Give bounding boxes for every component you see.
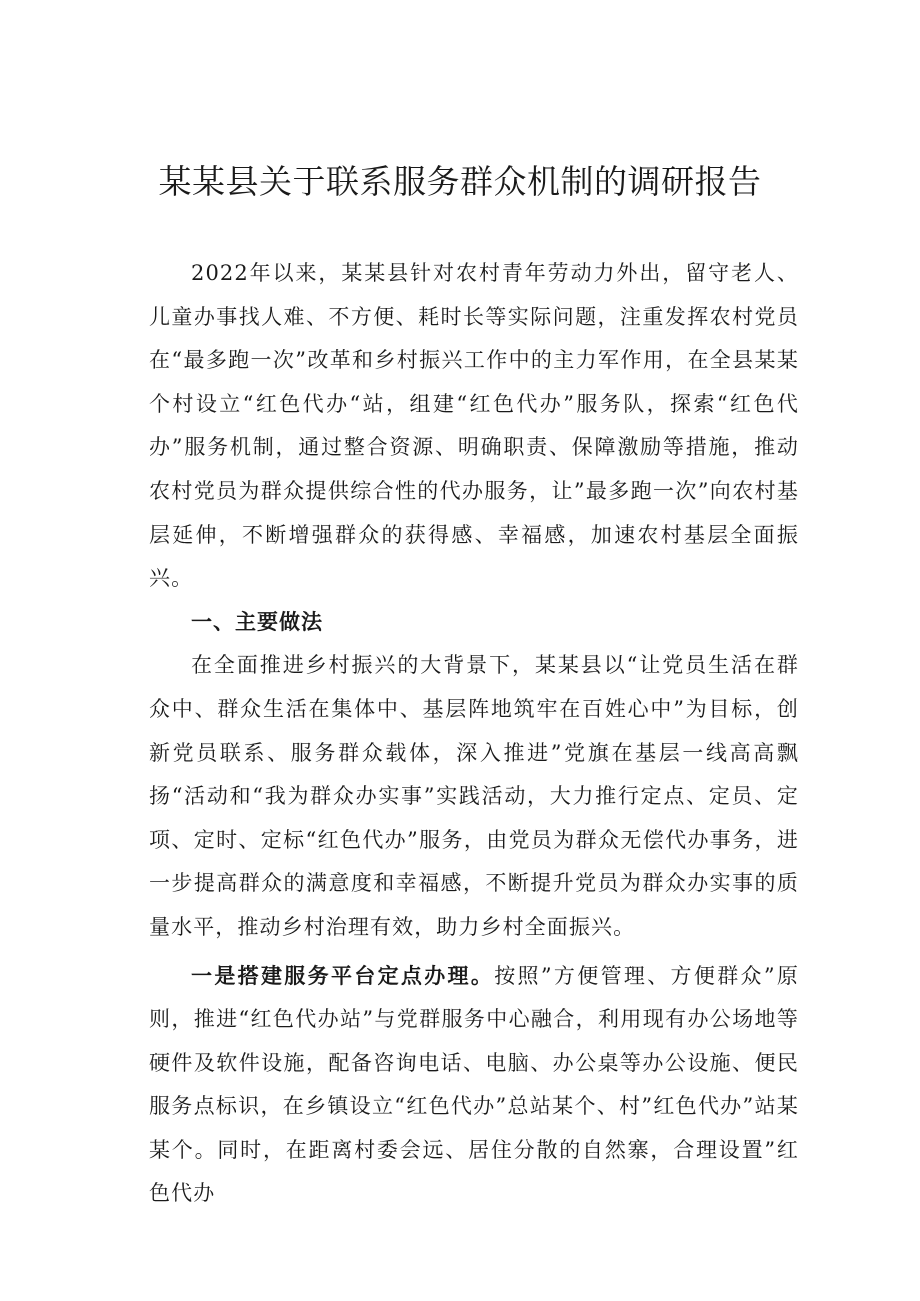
intro-paragraph: 2022年以来，某某县针对农村青年劳动力外出，留守老人、儿童办事找人难、不方便、耗时长等实际问题，注重发挥农村党员在“最多跑一次”改革和乡村振兴工作中的主力军作用，在全县某某个村设立“红色代办“站，组建“红色代办”服务队，探索“红色代办”服务机制，通过整合资源、明确职责、保障激励等措施，推动农村党员为群众提供综合性的代办服务，让”最多跑一次”向农村基层延伸，不断增强群众的获得感、幸福感，加速农村基层全面振兴。	[149, 261, 799, 591]
section-paragraph: 在全面推进乡村振兴的大背景下，某某县以“让党员生活在群众中、群众生活在集体中、基层阵地筑牢在百姓心中”为目标，创新党员联系、服务群众载体，深入推进”党旗在基层一线高高飘扬“活动和“我为群众办实事”实践活动，大力推行定点、定员、定项、定时、定标“红色代办”服务，由党员为群众无偿代办事务，进一步提高群众的满意度和幸福感，不断提升党员为群众办实事的质量水平，推动乡村治理有效，助力乡村全面振兴。	[149, 653, 799, 939]
item-lead-text: 一是搭建服务平台定点办理。	[191, 962, 495, 988]
section-heading-main-practices: 一、主要做法	[191, 609, 323, 634]
document-title: 某某县关于联系服务群众机制的调研报告	[158, 162, 762, 201]
document-body	[149, 252, 799, 1216]
item-body-text: 按照”方便管理、方便群众”原则，推进“红色代办站”与党群服务中心融合，利用现有办公场地等硬件及软件设施，配备咨询电话、电脑、办公桌等办公设施、便民服务点标识，在乡镇设立“红色代办”总站某个、村”红色代办”站某某个。同时，在距离村委会远、居住分散的自然寨，合理设置”红色代办	[149, 963, 799, 1206]
item-paragraph	[149, 954, 799, 1217]
